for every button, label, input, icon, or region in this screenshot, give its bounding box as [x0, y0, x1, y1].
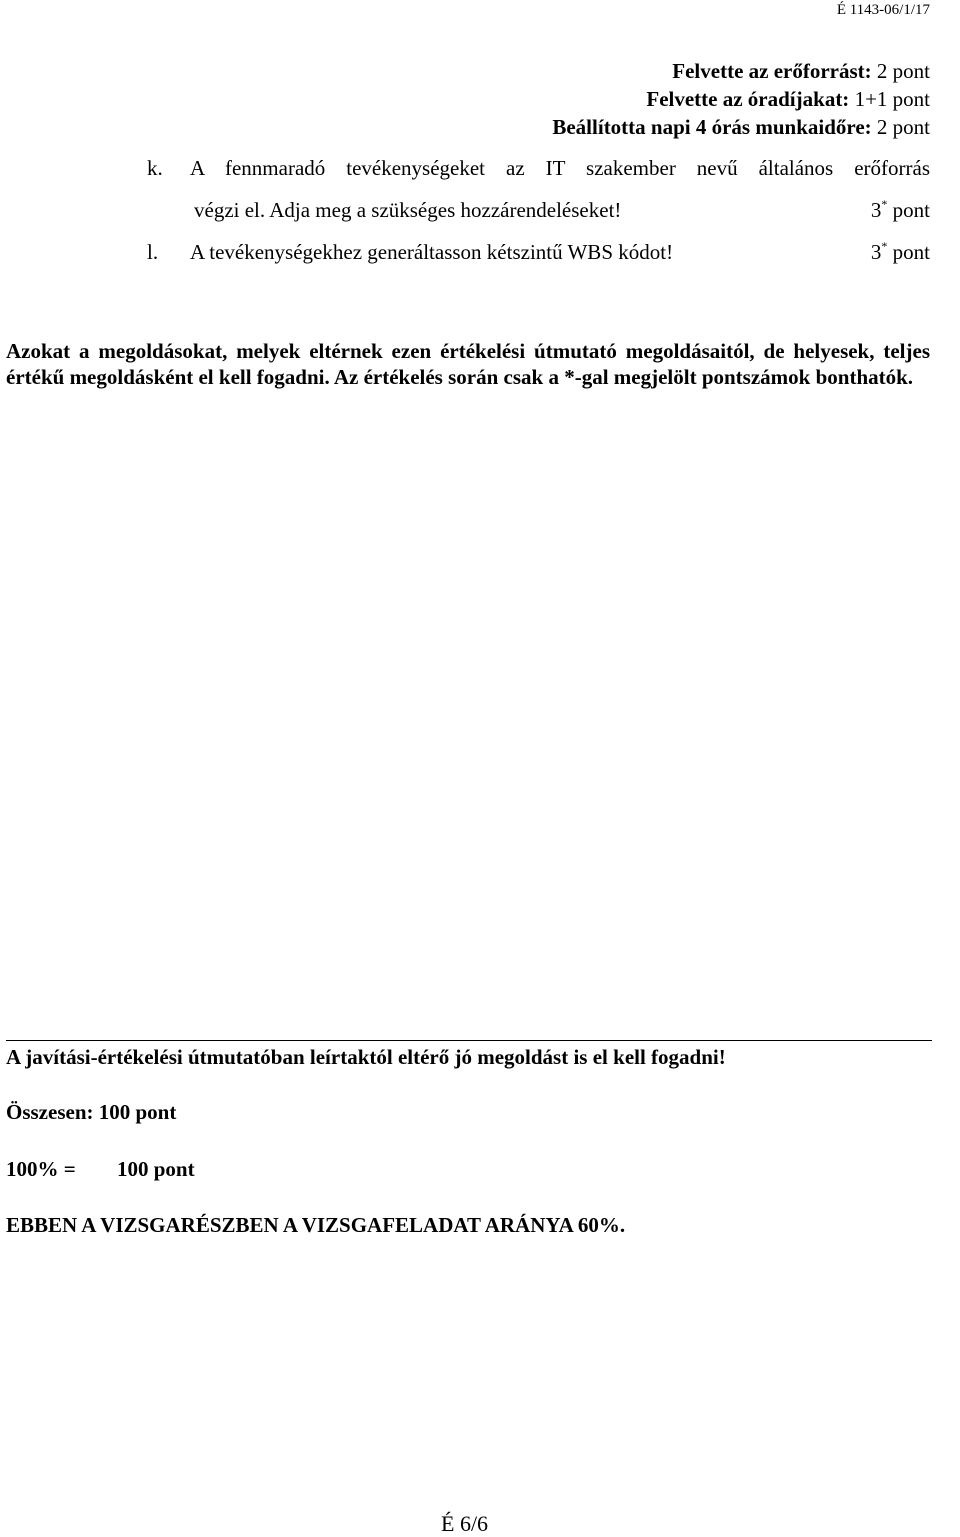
- task-k-letter: k.: [147, 156, 163, 180]
- percent-value: 100 pont: [117, 1157, 195, 1181]
- task-l-line: A tevékenységekhez generáltasson kétszintű WBS kódot! 3* pont: [190, 239, 930, 264]
- score-list: [552, 57, 930, 141]
- document-code: É 1143-06/1/17: [836, 2, 930, 18]
- total-line: Összesen: 100 pont: [6, 1100, 177, 1124]
- score-line: Felvette az erőforrást: 2 pont: [672, 59, 930, 83]
- page-number: É 6/6: [441, 1511, 489, 1536]
- task-k-points: 3* pont: [870, 197, 930, 222]
- task-k-line1: A fennmaradó tevékenységeket az IT szakember nevű általános erőforrás: [190, 156, 930, 180]
- percent-label: 100% =: [6, 1157, 76, 1181]
- ratio-line: EBBEN A VIZSGARÉSZBEN A VIZSGAFELADAT ARÁNYA 60%.: [6, 1213, 626, 1237]
- score-line: Beállította napi 4 órás munkaidőre: 2 pont: [552, 115, 930, 139]
- task-k-line2: végzi el. Adja meg a szükséges hozzárendeléseket! 3* pont: [194, 197, 930, 222]
- divider: [6, 1040, 932, 1041]
- accept-note: A javítási-értékelési útmutatóban leírtaktól eltérő jó megoldást is el kell fogadni!: [6, 1045, 726, 1069]
- score-line: Felvette az óradíjakat: 1+1 pont: [646, 87, 930, 111]
- task-l-letter: l.: [147, 240, 159, 264]
- task-l-points: 3* pont: [870, 239, 930, 264]
- evaluation-note: Azokat a megoldásokat, melyek eltérnek ezen értékelési útmutató megoldásaitól, de helyesek, teljes értékű megoldásként el kell fogadni. Az értékelés során csak a *-gal megjelölt pontszámok bonthatók.: [6, 339, 930, 389]
